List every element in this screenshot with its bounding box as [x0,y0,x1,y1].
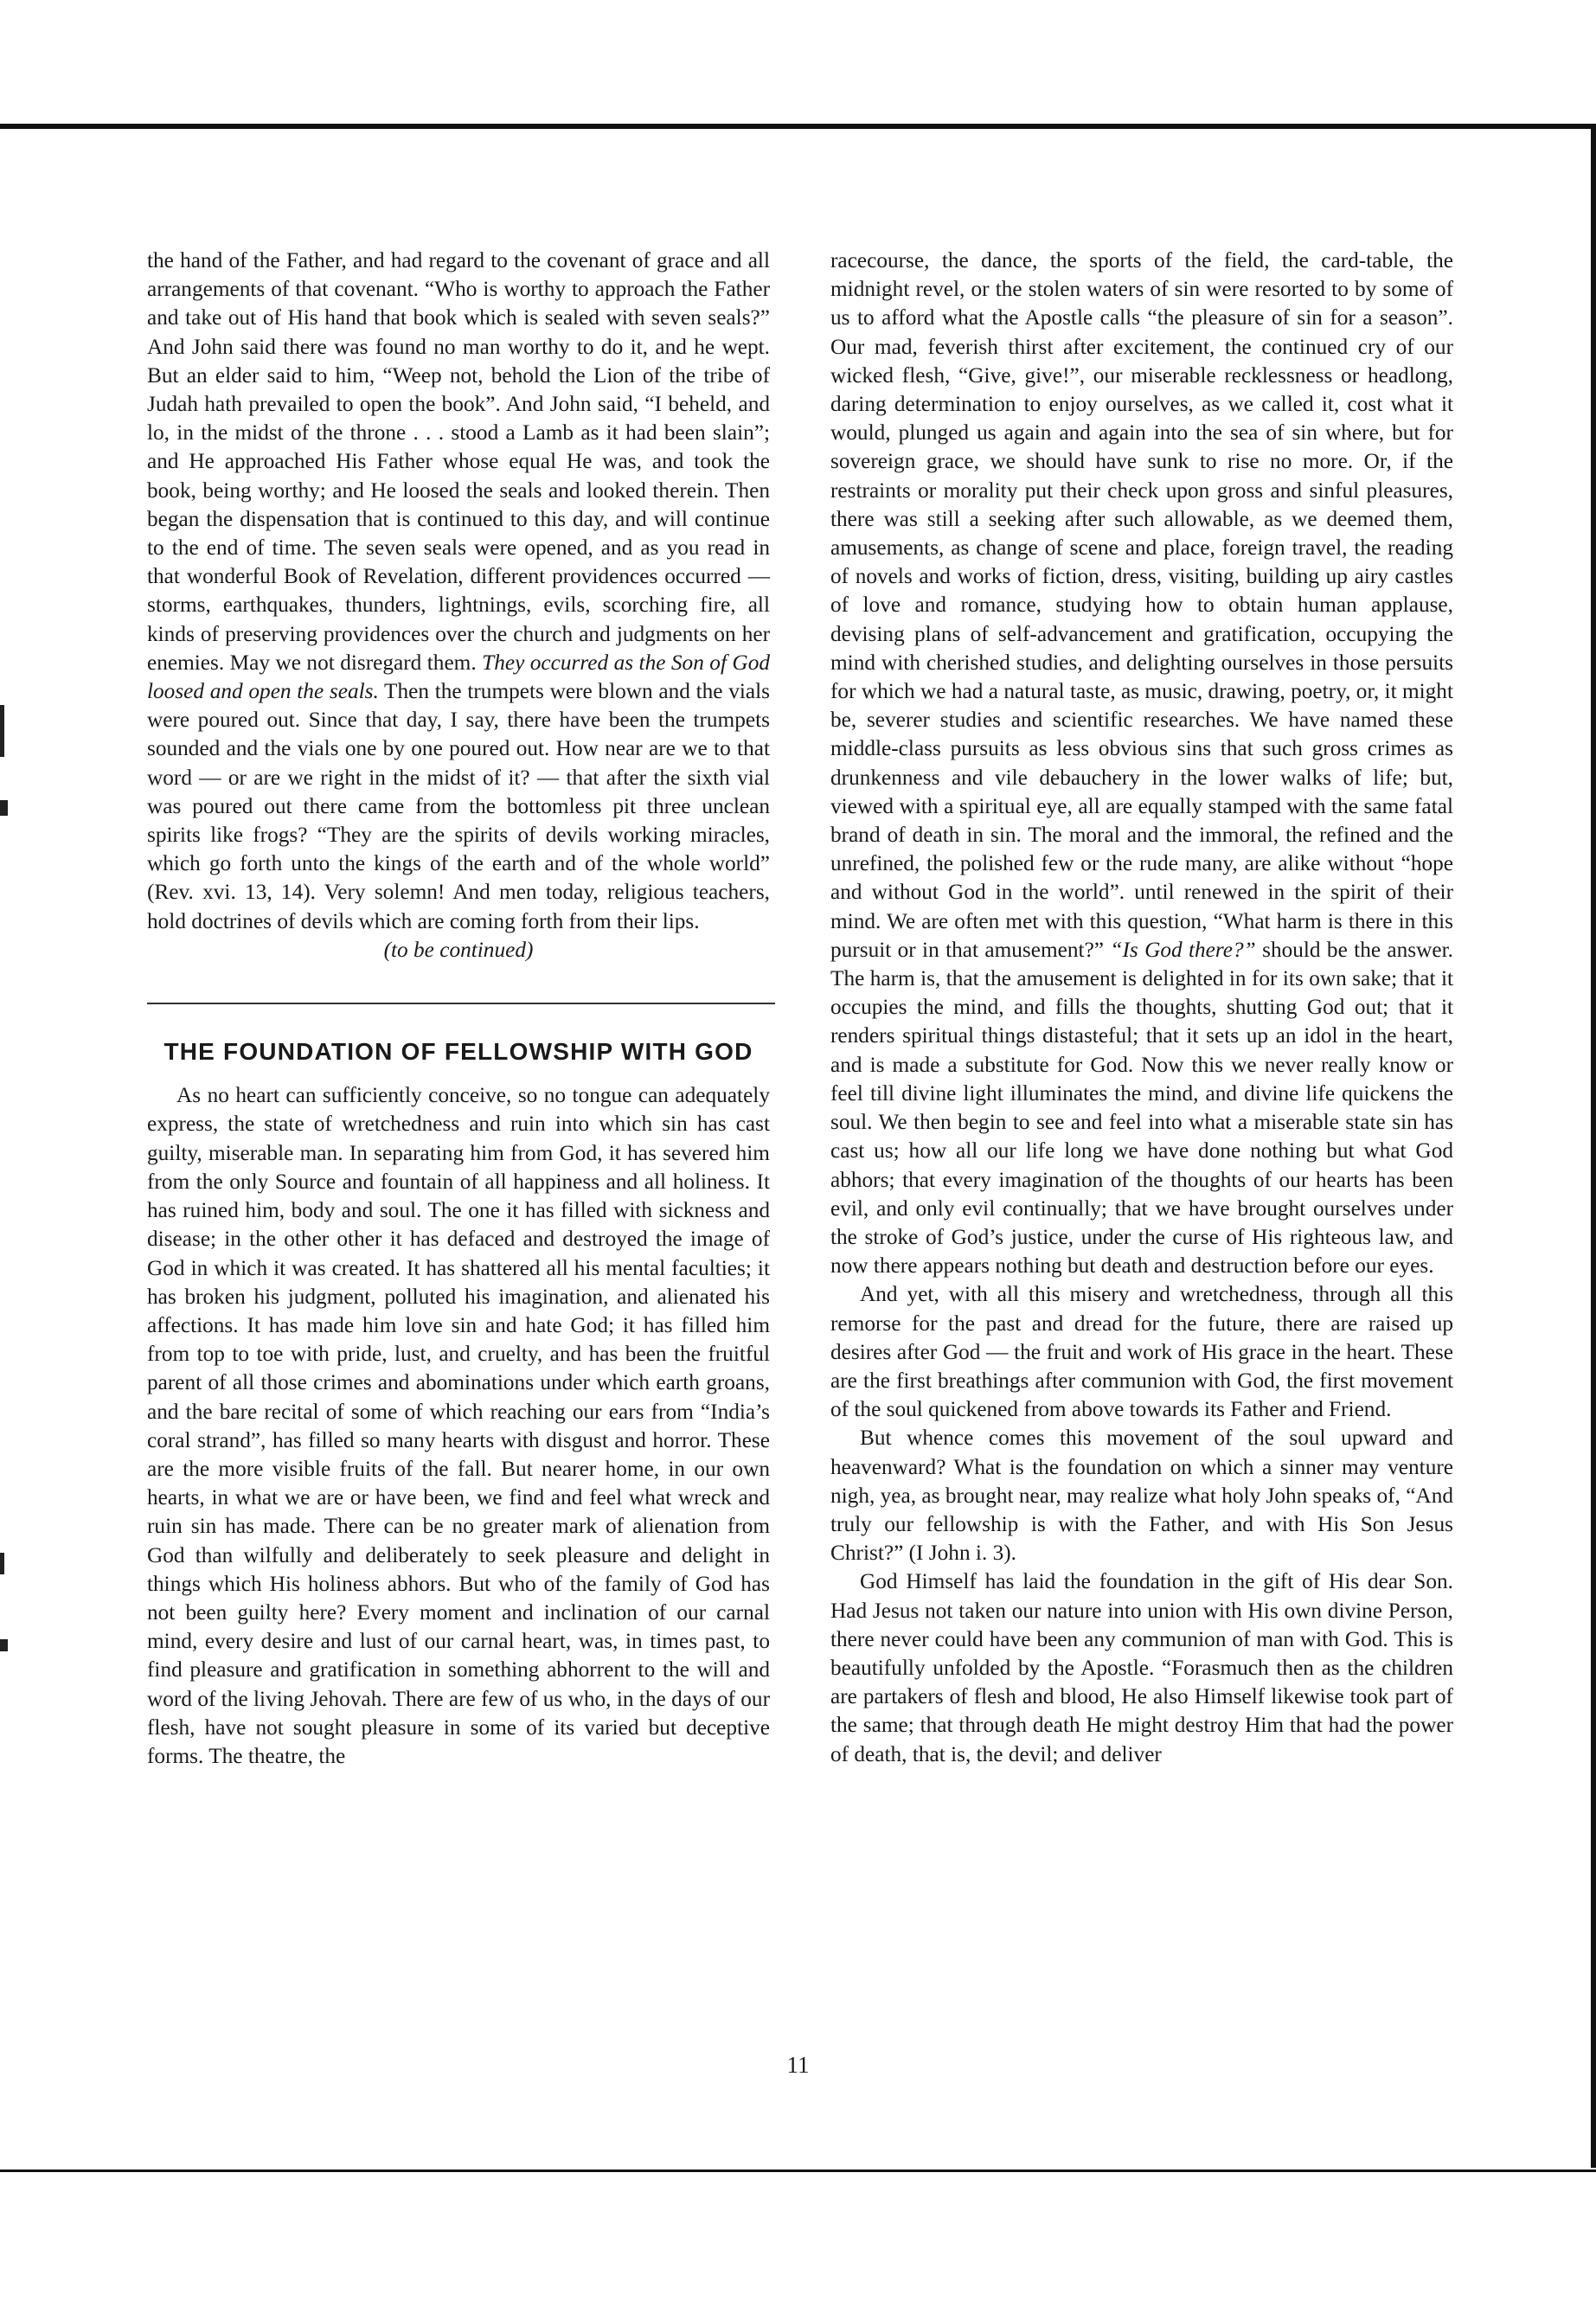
continued-note: (to be continued) [383,937,534,962]
scan-edge-mark [0,1639,8,1651]
paragraph-text: racecourse, the dance, the sports of the field, the card-table, the midnight revel, or the stolen waters of sin were resorted to by some of us to afford what the Apostle calls “the pleasure of sin for a season”. Our mad, feverish thirst after excitement, the continued cry of our wicked flesh, “Give, give!”, our miserable recklessness or headlong, daring determination to enjoy ourselves, as we called it, cost what it would, plunged us again and again into the sea of sin where, but for sovereign grace, we should have sunk to rise no more. Or, if the restraints or morality put their check upon gross and sinful pleasures, there was still a seeking after such allowable, as we deemed them, amusements, as change of scene and place, foreign travel, the reading of novels and works of fiction, dress, visiting, building up airy castles of love and romance, studying how to obtain human applause, devising plans of self-advancement and gratification, occupying the mind with cherished studies, and delighting ourselves in those persuits for which we had a natural taste, as music, drawing, poetry, or, it might be, severer studies and scientific researches. We have named these middle-class pursuits as less obvious sins that such gross crimes as drunkenness and vile debauchery in the lower walks of life; but, viewed with a spiritual eye, all are equally stamped with the same fatal brand of death in sin. The moral and the immoral, the refined and the unrefined, the polished few or the rude many, are alike without “hope and without God in the world”. until renewed in the spirit of their mind. We are often met with this question, “What harm is there in this pursuit or in that amusement?” [830,248,1453,962]
scan-edge-mark [0,800,8,816]
section-divider [147,1003,775,1004]
body-paragraph: God Himself has laid the foundation in the gift of His dear Son. Had Jesus not taken our nature into union with His own divine Person, there never could have been any communion of man with God. This is beautifully unfolded by the Apostle. “Forasmuch then as the children are partakers of flesh and blood, He also Himself likewise took part of the same; that through death He might destroy Him that had the power of death, that is, the devil; and deliver [830,1569,1453,1766]
scan-edge-mark [0,1553,4,1574]
body-paragraph: But whence comes this movement of the soul upward and heavenward? What is the foundation on which a sinner may venture nigh, yea, as brought near, may realize what holy John speaks of, “And truly our fellowship is with the Father, and with His Son Jesus Christ?” (I John i. 3). [830,1426,1453,1566]
bottom-border-rule [0,2170,1596,2172]
body-paragraph [830,247,1453,1280]
top-border-rule [0,124,1596,129]
left-column [147,247,770,1771]
italic-emphasis: “Is God there?” [1110,937,1256,962]
article-heading: THE FOUNDATION OF FELLOWSHIP WITH GOD [163,1038,753,1066]
paragraph-text: the hand of the Father, and had regard to the covenant of grace and all arrangements of that covenant. “Who is worthy to approach the Father and take out of His hand that book which is sealed with seven seals?” And John said there was found no man worthy to do it, and he wept. But an elder said to him, “Weep not, behold the Lion of the tribe of Judah hath prevailed to open the book”. And John said, “I beheld, and lo, in the midst of the throne . . . stood a Lamb as it had been slain”; and He approached His Father whose equal He was, and took the book, being worthy; and He loosed the seals and looked therein. Then began the dispensation that is continued to this day, and will continue to the end of time. The seven seals were opened, and as you read in that wonderful Book of Revelation, different providences occurred — storms, earthquakes, thunders, lightnings, evils, scorching fire, all kinds of preserving providences over the church and judgments on her enemies. May we not disregard them. [147,248,770,675]
body-paragraph: As no heart can sufficiently conceive, so no tongue can adequately express, the state of wretchedness and ruin into which sin has cast guilty, miserable man. In separating him from God, it has severed him from the only Source and fountain of all happiness and all holiness. It has ruined him, body and soul. The one it has filled with sickness and disease; in the other other it has defaced and destroyed the image of God in which it was created. It has shattered all his mental faculties; it has broken his judgment, polluted his imagination, and alienated his affections. It has made him love sin and hate God; it has filled him from top to toe with pride, lust, and cruelty, and has been the fruitful parent of all those crimes and abominations under which earth groans, and the bare recital of some of which reaching our ears from “India’s coral strand”, has filled so many hearts with disgust and horror. These are the more visible fruits of the fall. But nearer home, in our own hearts, in what we are or have been, we find and feel what wreck and ruin sin has made. There can be no greater mark of alienation from God than wilfully and deliberately to seek pleasure and delight in things which His holiness abhors. But who of the family of God has not been guilty here? Every moment and inclination of our carnal mind, every desire and lust of our carnal heart, was, in times past, to find pleasure and gratification in something abhorrent to the will and word of the living Jehovah. There are few of us who, in the days of our flesh, have not sought pleasure in some of its varied but deceptive forms. The theatre, the [147,1083,770,1768]
page-number: 11 [786,2052,810,2078]
right-column [830,247,1453,1769]
body-paragraph: And yet, with all this misery and wretchedness, through all this remorse for the past and dread for the future, there are raised up desires after God — the fruit and work of His grace in the heart. These are the first breathings after communion with God, the first movement of the soul quickened from above towards its Father and Friend. [830,1282,1453,1422]
paragraph-text: Then the trumpets were blown and the vials were poured out. Since that day, I say, there have been the trumpets sounded and the vials one by one poured out. How near are we to that word — or are we right in the midst of it? — that after the sixth vial was poured out there came from the bottomless pit three unclean spirits like frogs? “They are the spirits of devils working miracles, which go forth unto the kings of the earth and of the whole world” (Rev. xvi. 13, 14). Very solemn! And men today, religious teachers, hold doctrines of devils which are coming forth from their lips. [147,679,770,933]
italic-emphasis: They occurred as the Son of God loosed and open the seals. [147,650,770,704]
scan-edge-mark [0,705,4,757]
right-border-rule [1591,126,1596,2168]
body-paragraph [147,247,770,936]
paragraph-text: should be the answer. The harm is, that the amusement is delighted in for its own sake; that it occupies the mind, and fills the thoughts, shutting God out; that it renders spiritual things distasteful; that it sets up an idol in the heart, and is made a substitute for God. Now this we never really know or feel till divine light illuminates the mind, and divine life quickens the soul. We then begin to see and feel into what a miserable state sin has cast us; how all our life long we have done nothing but what God abhors; that every imagination of the thoughts of our hearts has been evil, and only evil continually; that we have brought ourselves under the stroke of God’s justice, under the curse of His righteous law, and now there appears nothing but death and destruction before our eyes. [830,937,1453,1279]
